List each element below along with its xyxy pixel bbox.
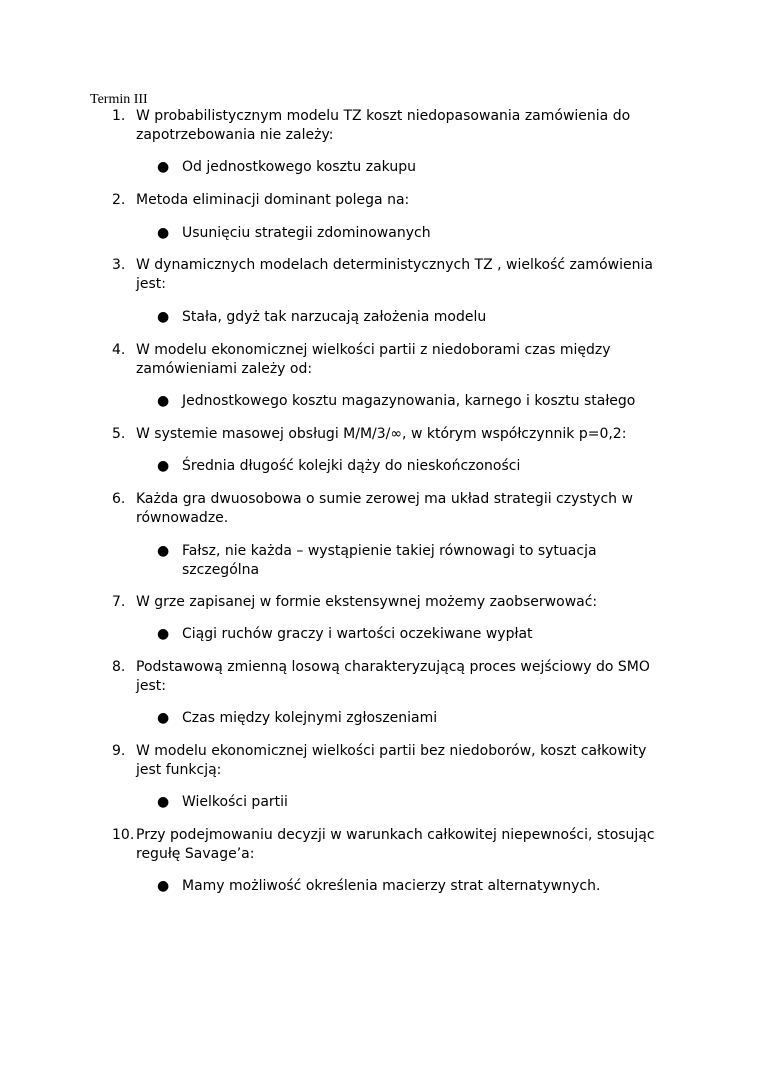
question-text: W dynamicznych modelach deterministycznych TZ , wielkość zamówienia jest:: [136, 257, 653, 292]
question-number: 6.: [112, 491, 126, 507]
question-number: 3.: [112, 257, 126, 273]
question-text: W probabilistycznym modelu TZ koszt niedopasowania zamówienia do zapotrzebowania nie zależy:: [136, 108, 631, 143]
question-text: W systemie masowej obsługi M/M/3/∞, w którym współczynnik p=0,2:: [136, 426, 627, 442]
question-text: Przy podejmowaniu decyzji w warunkach całkowitej niepewności, stosując regułę Savage’a:: [136, 827, 655, 862]
bullet-icon: ●: [157, 159, 170, 175]
question-number: 1.: [112, 108, 126, 124]
question-text: Każda gra dwuosobowa o sumie zerowej ma układ strategii czystych w równowadze.: [136, 491, 633, 526]
bullet-icon: ●: [157, 393, 170, 409]
question-number: 8.: [112, 659, 126, 675]
answer-text: Mamy możliwość określenia macierzy strat alternatywnych.: [182, 878, 601, 894]
bullet-icon: ●: [157, 710, 170, 726]
bullet-icon: ●: [157, 626, 170, 642]
question-number: 5.: [112, 426, 126, 442]
answer-text: Wielkości partii: [182, 794, 288, 810]
question-text: Podstawową zmienną losową charakteryzującą proces wejściowy do SMO jest:: [136, 659, 650, 694]
question-number: 2.: [112, 192, 126, 208]
answer-text: Stała, gdyż tak narzucają założenia modelu: [182, 309, 487, 325]
answer-text: Ciągi ruchów graczy i wartości oczekiwane wypłat: [182, 626, 533, 642]
bullet-icon: ●: [157, 794, 170, 810]
question-number: 7.: [112, 594, 126, 610]
document-title: Termin III: [90, 92, 148, 107]
bullet-icon: ●: [157, 458, 170, 474]
bullet-icon: ●: [157, 878, 170, 894]
bullet-icon: ●: [157, 309, 170, 325]
question-text: W modelu ekonomicznej wielkości partii z niedoborami czas między zamówieniami zależy od:: [136, 342, 611, 377]
bullet-icon: ●: [157, 543, 170, 559]
bullet-icon: ●: [157, 225, 170, 241]
answer-text: Czas między kolejnymi zgłoszeniami: [182, 710, 438, 726]
answer-text: Fałsz, nie każda – wystąpienie takiej równowagi to sytuacja szczególna: [182, 543, 597, 578]
question-number: 10.: [112, 827, 135, 843]
answer-text: Jednostkowego kosztu magazynowania, karnego i kosztu stałego: [182, 393, 636, 409]
question-text: W grze zapisanej w formie ekstensywnej możemy zaobserwować:: [136, 594, 598, 610]
question-text: Metoda eliminacji dominant polega na:: [136, 192, 410, 208]
answer-text: Usunięciu strategii zdominowanych: [182, 225, 431, 241]
question-text: W modelu ekonomicznej wielkości partii bez niedoborów, koszt całkowity jest funkcją:: [136, 743, 647, 778]
question-number: 9.: [112, 743, 126, 759]
question-number: 4.: [112, 342, 126, 358]
answer-text: Od jednostkowego kosztu zakupu: [182, 159, 416, 175]
answer-text: Średnia długość kolejki dąży do nieskończoności: [182, 458, 521, 474]
